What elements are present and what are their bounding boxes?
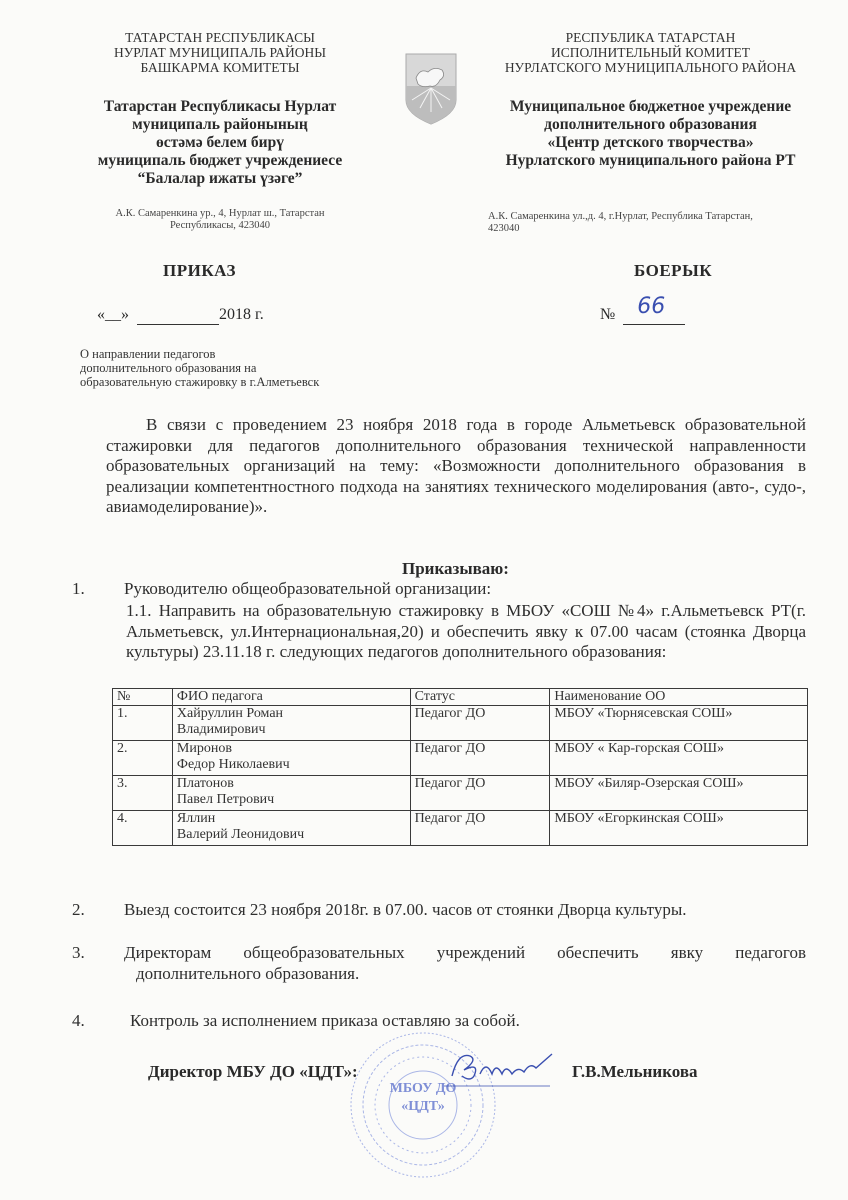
header-left-institution: [60, 98, 380, 188]
header-left-address: [60, 208, 380, 232]
cell-number: 1.: [113, 706, 173, 741]
text-line: дополнительного образования на: [80, 361, 257, 375]
order-date: [97, 306, 264, 325]
name-line: Хайруллин Роман: [176, 706, 284, 721]
col-header-org: Наименование ОО: [550, 689, 808, 706]
signer-position: Директор МБУ ДО «ЦДТ»:: [148, 1062, 358, 1081]
col-header-number: №: [113, 689, 173, 706]
item-2-text: Выезд состоится 23 ноября 2018г. в 07.00. часов от стоянки Дворца культуры.: [124, 900, 687, 919]
text-line: ТАТАРСТАН РЕСПУБЛИКАСЫ: [125, 30, 315, 45]
table-row: [113, 706, 808, 741]
cell-status: Педагог ДО: [410, 706, 550, 741]
text-line: муниципаль бюджет учреждениесе: [97, 152, 343, 169]
header-right-address: [488, 211, 828, 235]
text-line: Муниципальное бюджетное учреждение: [509, 98, 792, 115]
order-title-ru: ПРИКАЗ: [163, 261, 236, 280]
text-line: РЕСПУБЛИКА ТАТАРСТАН: [565, 30, 736, 45]
preamble-paragraph: В связи с проведением 23 ноября 2018 года в городе Альметьевск образовательной стажировки для педагогов дополнительного образования технической направленности образовательных организаций на тему: «Возможности дополнительного образования в реализации компетентностного подхода на занятиях технического моделирования (авто-, судо-, авиамоделирование)».: [106, 415, 806, 516]
cell-org: МБОУ «Егоркинская СОШ»: [550, 811, 808, 846]
name-line: Федор Николаевич: [176, 757, 290, 772]
item-3-number: 3.: [72, 943, 85, 962]
item-4-number: 4.: [72, 1011, 85, 1030]
cell-name: [172, 776, 410, 811]
order-number: [600, 294, 685, 325]
text-line: «Центр детского творчества»: [547, 134, 754, 151]
item-1-text: Руководителю общеобразовательной организации:: [124, 579, 492, 598]
item-4-text: Контроль за исполнением приказа оставляю за собой.: [130, 1011, 520, 1030]
cell-name: [172, 811, 410, 846]
name-line: Яллин: [176, 811, 216, 826]
text-line: 423040: [488, 223, 520, 234]
text-line: А.К. Самаренкина ул.,д. 4, г.Нурлат, Республика Татарстан,: [488, 211, 753, 222]
text-line: О направлении педагогов: [80, 347, 216, 361]
date-year: 2018 г.: [219, 306, 264, 323]
header-left: [60, 30, 380, 232]
col-header-status: Статус: [410, 689, 550, 706]
order-heading: Приказываю:: [402, 559, 509, 578]
name-line: Валерий Леонидович: [176, 827, 305, 842]
number-label: №: [600, 306, 616, 323]
cell-org: МБОУ «Биляр-Озерская СОШ»: [550, 776, 808, 811]
col-header-name: ФИО педагога: [172, 689, 410, 706]
header-left-upper: [60, 30, 380, 75]
item-1-1-text: [126, 601, 806, 663]
handwritten-number: 66: [637, 294, 666, 319]
name-line: Владимирович: [176, 722, 266, 737]
order-title-tt: БОЕРЫК: [634, 261, 713, 280]
name-line: Павел Петрович: [176, 792, 275, 807]
cell-status: Педагог ДО: [410, 811, 550, 846]
stamp-line: «ЦДТ»: [401, 1099, 445, 1114]
header-right-upper: [478, 30, 823, 75]
text-line: “Балалар ижаты үзәге”: [137, 170, 303, 187]
cell-status: Педагог ДО: [410, 741, 550, 776]
cell-org: МБОУ « Кар-горская СОШ»: [550, 741, 808, 776]
header-right-institution: [478, 98, 823, 170]
text-line: БАШКАРМА КОМИТЕТЫ: [140, 60, 300, 75]
teachers-table: [112, 688, 808, 846]
stamp-line: МБОУ ДО: [389, 1081, 457, 1096]
signer-name: Г.В.Мельникова: [572, 1062, 698, 1081]
item-3-line: Директорам общеобразовательных учреждений обеспечить явку педагогов: [124, 943, 806, 962]
date-month-blank: [137, 306, 219, 325]
text-line: Республикасы, 423040: [169, 220, 271, 231]
name-line: Миронов: [176, 741, 232, 756]
name-line: Платонов: [176, 776, 234, 791]
item-1-1-number: 1.1.: [126, 601, 152, 620]
text-line: образовательную стажировку в г.Алметьевск: [80, 375, 320, 389]
text-line: Нурлатского муниципального района РТ: [505, 152, 796, 169]
cell-number: 3.: [113, 776, 173, 811]
text-line: А.К. Самаренкина ур., 4, Нурлат ш., Татарстан: [115, 208, 325, 219]
header-right: [478, 30, 823, 170]
number-field: [623, 294, 685, 325]
item-2-number: 2.: [72, 900, 85, 919]
text-line: өстәмә белем бирү: [156, 134, 284, 151]
cell-name: [172, 706, 410, 741]
order-subject: [80, 347, 400, 389]
text-line: НУРЛАТ МУНИЦИПАЛЬ РАЙОНЫ: [113, 45, 327, 60]
table-row: [113, 776, 808, 811]
handwritten-signature-icon: [440, 1046, 560, 1092]
cell-number: 2.: [113, 741, 173, 776]
item-1-1-body: Направить на образовательную стажировку в МБОУ «СОШ №4» г.Альметьевск РТ(г. Альметьевск, ул.Интернациональная,20) и обеспечить явку к 07.00 часам (стоянка Дворца культуры) 23.11.18 г. следующих педагогов дополнительного образования:: [126, 601, 807, 661]
date-day-blank: «__»: [97, 306, 129, 323]
cell-org: МБОУ «Тюрнясевская СОШ»: [550, 706, 808, 741]
cell-status: Педагог ДО: [410, 776, 550, 811]
table-header-row: [113, 689, 808, 706]
text-line: муниципаль районының: [132, 116, 308, 133]
text-line: Татарстан Республикасы Нурлат: [103, 98, 337, 115]
item-1-number: 1.: [72, 579, 85, 598]
text-line: НУРЛАТСКОГО МУНИЦИПАЛЬНОГО РАЙОНА: [504, 60, 797, 75]
text-line: ИСПОЛНИТЕЛЬНЫЙ КОМИТЕТ: [550, 45, 750, 60]
table-row: [113, 741, 808, 776]
item-3-text: [124, 943, 806, 984]
cell-number: 4.: [113, 811, 173, 846]
cell-name: [172, 741, 410, 776]
text-line: дополнительного образования: [544, 116, 757, 133]
coat-of-arms-icon: [402, 48, 460, 128]
table-row: [113, 811, 808, 846]
item-3-line: дополнительного образования.: [136, 963, 360, 983]
